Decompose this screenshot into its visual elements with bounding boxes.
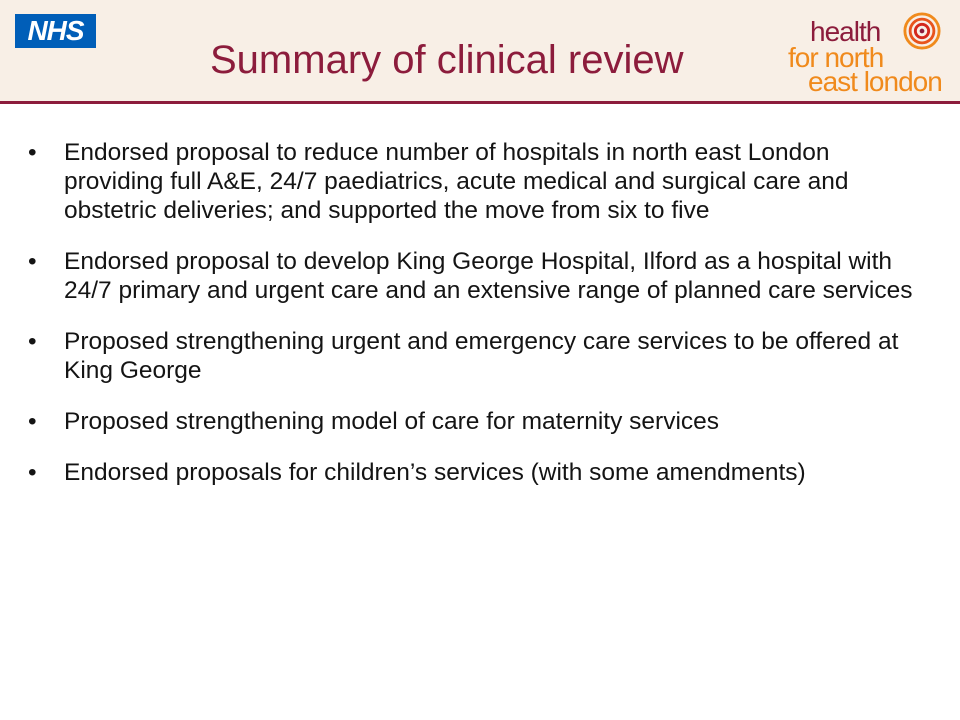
- health-for-north-east-london-logo: [760, 10, 950, 98]
- bullet-list: [26, 138, 926, 509]
- swirl-icon: [903, 12, 941, 50]
- bullet-urgent-emergency-care: • Proposed strengthening urgent and emergency care services to be offered at King George: [26, 327, 926, 385]
- nhs-logo: NHS: [15, 14, 96, 48]
- bullet-hospital-reduction: • Endorsed proposal to reduce number of hospitals in north east London providing full A&E, 24/7 paediatrics, acute medical and surgical care and obstetric deliveries; and supported the move from six to five: [26, 138, 926, 225]
- brand-line-1: health: [810, 16, 881, 47]
- bullet-maternity-services: • Proposed strengthening model of care for maternity services: [26, 407, 926, 436]
- slide-header: [0, 0, 960, 104]
- slide-title: Summary of clinical review: [210, 38, 684, 82]
- bullet-king-george-development: • Endorsed proposal to develop King George Hospital, Ilford as a hospital with 24/7 primary and urgent care and an extensive range of planned care services: [26, 247, 926, 305]
- brand-line-2: for north: [788, 42, 884, 73]
- bullet-childrens-services: • Endorsed proposals for children’s services (with some amendments): [26, 458, 926, 487]
- brand-line-3: east london: [808, 66, 942, 97]
